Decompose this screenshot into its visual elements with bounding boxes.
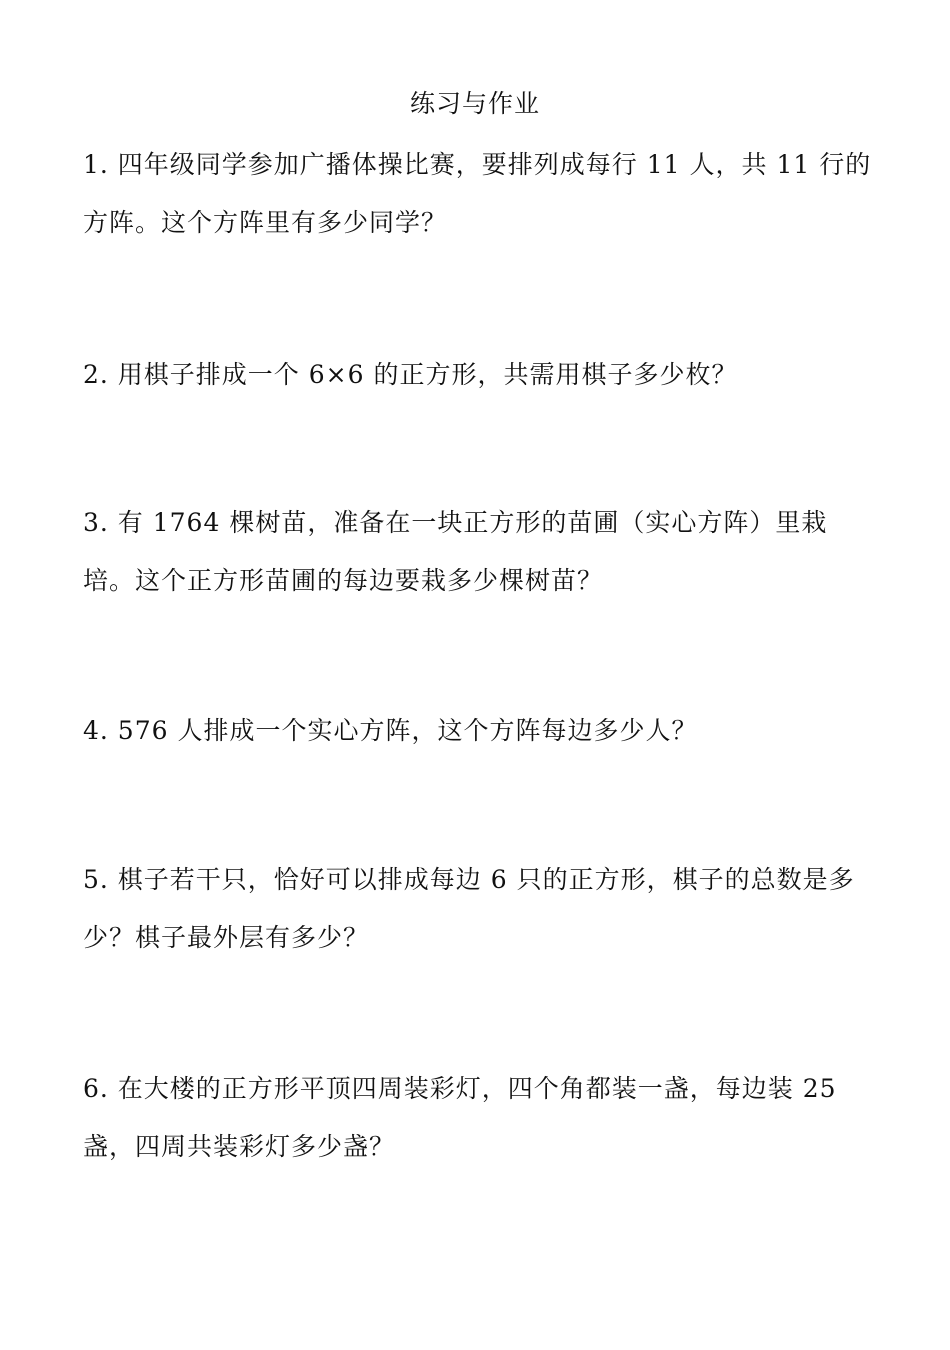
question-2: 2. 用棋子排成一个 6×6 的正方形，共需用棋子多少枚？: [83, 360, 738, 389]
question-3: 3. 有 1764 棵树苗，准备在一块正方形的苗圃（实心方阵）里栽培。这个正方形苗圃的每边要栽多少棵树苗？: [83, 508, 828, 595]
worksheet-title: 练习与作业: [409, 89, 540, 118]
question-1: 1. 四年级同学参加广播体操比赛，要排列成每行 11 人，共 11 行的方阵。这个方阵里有多少同学？: [83, 150, 872, 237]
question-5: 5. 棋子若干只，恰好可以排成每边 6 只的正方形，棋子的总数是多少？棋子最外层有多少？: [83, 865, 855, 952]
question-6: 6. 在大楼的正方形平顶四周装彩灯，四个角都装一盏，每边装 25 盏，四周共装彩灯多少盏？: [83, 1074, 837, 1161]
question-4: 4. 576 人排成一个实心方阵，这个方阵每边多少人？: [83, 716, 698, 745]
